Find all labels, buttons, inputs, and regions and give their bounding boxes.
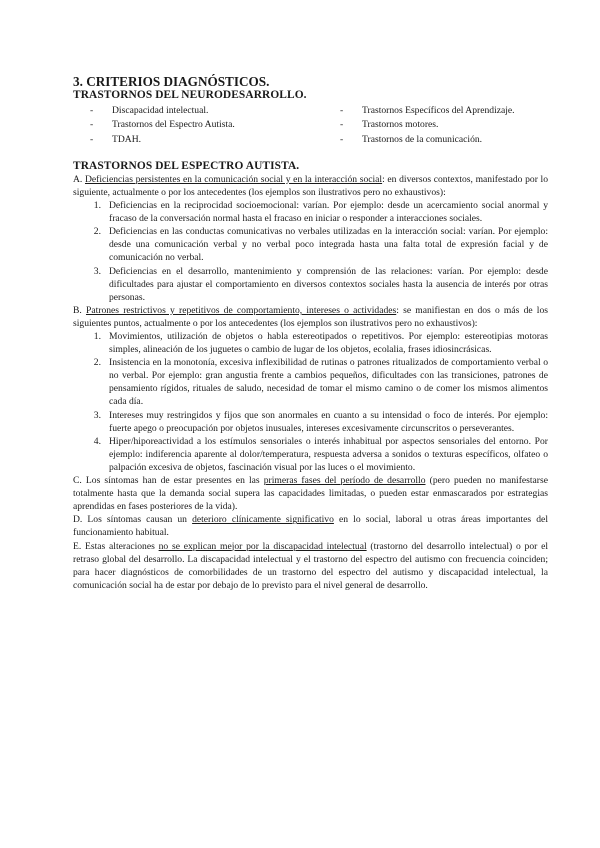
item-number: 3. <box>93 409 101 421</box>
list-item <box>90 104 340 118</box>
item-text: Movimientos, utilización de objetos o habla estereotipados o repetitivos. Por ejemplo: estereotipias motoras simples, alineación de los juguetes o cambio de lugar de los objetos, ecolalia, frases idiosincrásicas. <box>109 331 548 356</box>
list-item <box>90 118 340 132</box>
item-text: Deficiencias en la reciprocidad socioemocional: varían. Por ejemplo: desde un acercamiento social anormal y fracaso de la conversación normal hasta el fracaso en iniciar o responder a interacciones sociales. <box>109 200 548 225</box>
item-text: Insistencia en la monotonía, excesiva inflexibilidad de rutinas o patrones ritualizados de comportamiento verbal o no verbal. Por ejemplo: gran angustia frente a cambios pequeños, dificultades con las transiciones, patrones de pensamiento rígidos, rituales de saludo, necesidad de tomar el mismo camino o de comer los mismos alimentos cada día. <box>109 357 548 408</box>
list-item <box>340 104 548 118</box>
item-number: 1. <box>93 200 101 212</box>
criterion-e-underlined: no se explican mejor por la discapacidad intelectual <box>158 540 367 552</box>
criterion-c-text: (pero pueden no manifestarse totalmente hasta que la demanda social supera las capacidades limitadas, o pueden estar enmascarados por estrategias aprendidas en fases posteriores de la vida). <box>73 475 548 513</box>
list-item <box>73 435 548 474</box>
list-item-text: TDAH. <box>112 133 142 145</box>
item-number: 4. <box>93 435 101 447</box>
dash-bullet: - <box>340 119 344 131</box>
item-text: Deficiencias en el desarrollo, mantenimiento y comprensión de las relaciones: varían. Por ejemplo: desde dificultades para ajustar el comportamiento en diversos contextos sociales hasta la ausencia de interés por otras personas. <box>109 265 548 303</box>
criterion-d-text: en lo social, laboral u otras áreas importantes del funcionamiento habitual. <box>73 514 548 539</box>
list-item-text: Trastornos del Espectro Autista. <box>112 119 235 131</box>
list-item <box>73 356 548 408</box>
criterion-e <box>73 540 548 592</box>
criterion-c-text-pre: C. Los síntomas han de estar presentes en las <box>73 475 264 487</box>
item-number: 3. <box>93 265 101 277</box>
neurodevelopment-list-right <box>340 104 548 147</box>
list-item-text: Trastornos de la comunicación. <box>362 133 483 145</box>
criterion-b-text: : se manifiestan en dos o más de los siguientes puntos, actualmente o por los antecedentes (los ejemplos son ilustrativos pero no exhaustivos): <box>73 304 548 329</box>
autism-heading: TRASTORNOS DEL ESPECTRO AUTISTA. <box>73 159 300 172</box>
dash-bullet: - <box>90 119 94 131</box>
criterion-d-underlined: deterioro clínicamente significativo <box>192 514 334 526</box>
list-item-text: Trastornos motores. <box>362 119 439 131</box>
criterion-a-prefix: A. <box>73 173 85 185</box>
neurodevelopment-list <box>73 104 548 147</box>
list-item <box>73 199 548 225</box>
criterion-c <box>73 474 548 513</box>
list-item <box>90 133 340 147</box>
neurodevelopment-heading: TRASTORNOS DEL NEURODESARROLLO. <box>73 89 307 101</box>
item-text: Deficiencias en las conductas comunicativas no verbales utilizadas en la interacción social: varían. Por ejemplo: desde una comunicación verbal y no verbal poco integrada hasta una falta total de expresión facial y de comunicación no verbal. <box>109 226 548 264</box>
item-number: 2. <box>93 357 101 369</box>
criterion-b <box>73 304 548 330</box>
dash-bullet: - <box>340 133 344 145</box>
list-item <box>73 409 548 435</box>
list-item <box>73 225 548 264</box>
criterion-a <box>73 173 548 199</box>
section-spacer <box>73 147 548 160</box>
item-number: 2. <box>93 226 101 238</box>
item-text: Hiper/hiporeactividad a los estímulos sensoriales o interés inhabitual por aspectos sensoriales del entorno. Por ejemplo: indiferencia aparente al dolor/temperatura, respuesta adversa a sonidos o texturas específicos, olfateo o palpación excesiva de objetos, fascinación visual por las luces o el movimiento. <box>109 435 548 473</box>
criterion-b-list <box>73 330 548 474</box>
criterion-a-list <box>73 199 548 304</box>
list-item <box>340 133 548 147</box>
criterion-b-prefix: B. <box>73 304 86 316</box>
list-item-text: Trastornos Específicos del Aprendizaje. <box>362 105 515 116</box>
dash-bullet: - <box>340 105 344 116</box>
criterion-d <box>73 513 548 539</box>
dash-bullet: - <box>90 133 94 145</box>
criterion-d-text-pre: D. Los síntomas causan un <box>73 514 193 526</box>
criterion-a-text: : en diversos contextos, manifestado por lo siguiente, actualmente o por los antecedentes (los ejemplos son ilustrativos pero no exhaustivos): <box>73 173 548 198</box>
criterion-b-underlined: Patrones restrictivos y repetitivos de comportamiento, intereses o actividades <box>85 304 397 316</box>
item-number: 1. <box>93 331 101 343</box>
criterion-e-text-pre: E. Estas alteraciones <box>73 540 159 552</box>
criterion-a-underlined: Deficiencias persistentes en la comunicación social y en la interacción social <box>84 173 383 185</box>
section-title: 3. CRITERIOS DIAGNÓSTICOS. <box>73 74 270 89</box>
list-item <box>73 265 548 304</box>
list-item <box>73 330 548 356</box>
criterion-e-text: (trastorno del desarrollo intelectual) o por el retraso global del desarrollo. La discapacidad intelectual y el trastorno del espectro del autismo con frecuencia coinciden; para hacer diagnósticos de comorbilidades de un trastorno del espectro del autismo y discapacidad intelectual, la comunicación social ha de estar por debajo de lo previsto para el nivel general de desarrollo. <box>73 540 548 591</box>
list-item <box>340 118 548 132</box>
list-item-text: Discapacidad intelectual. <box>112 105 209 116</box>
item-text: Intereses muy restringidos y fijos que son anormales en cuanto a su intensidad o foco de interés. Por ejemplo: fuerte apego o preocupación por objetos inusuales, intereses excesivamente circunscritos o perseverantes. <box>109 409 548 434</box>
neurodevelopment-list-left <box>73 104 340 147</box>
dash-bullet: - <box>90 105 94 116</box>
criterion-c-underlined: primeras fases del período de desarrollo <box>263 475 426 487</box>
